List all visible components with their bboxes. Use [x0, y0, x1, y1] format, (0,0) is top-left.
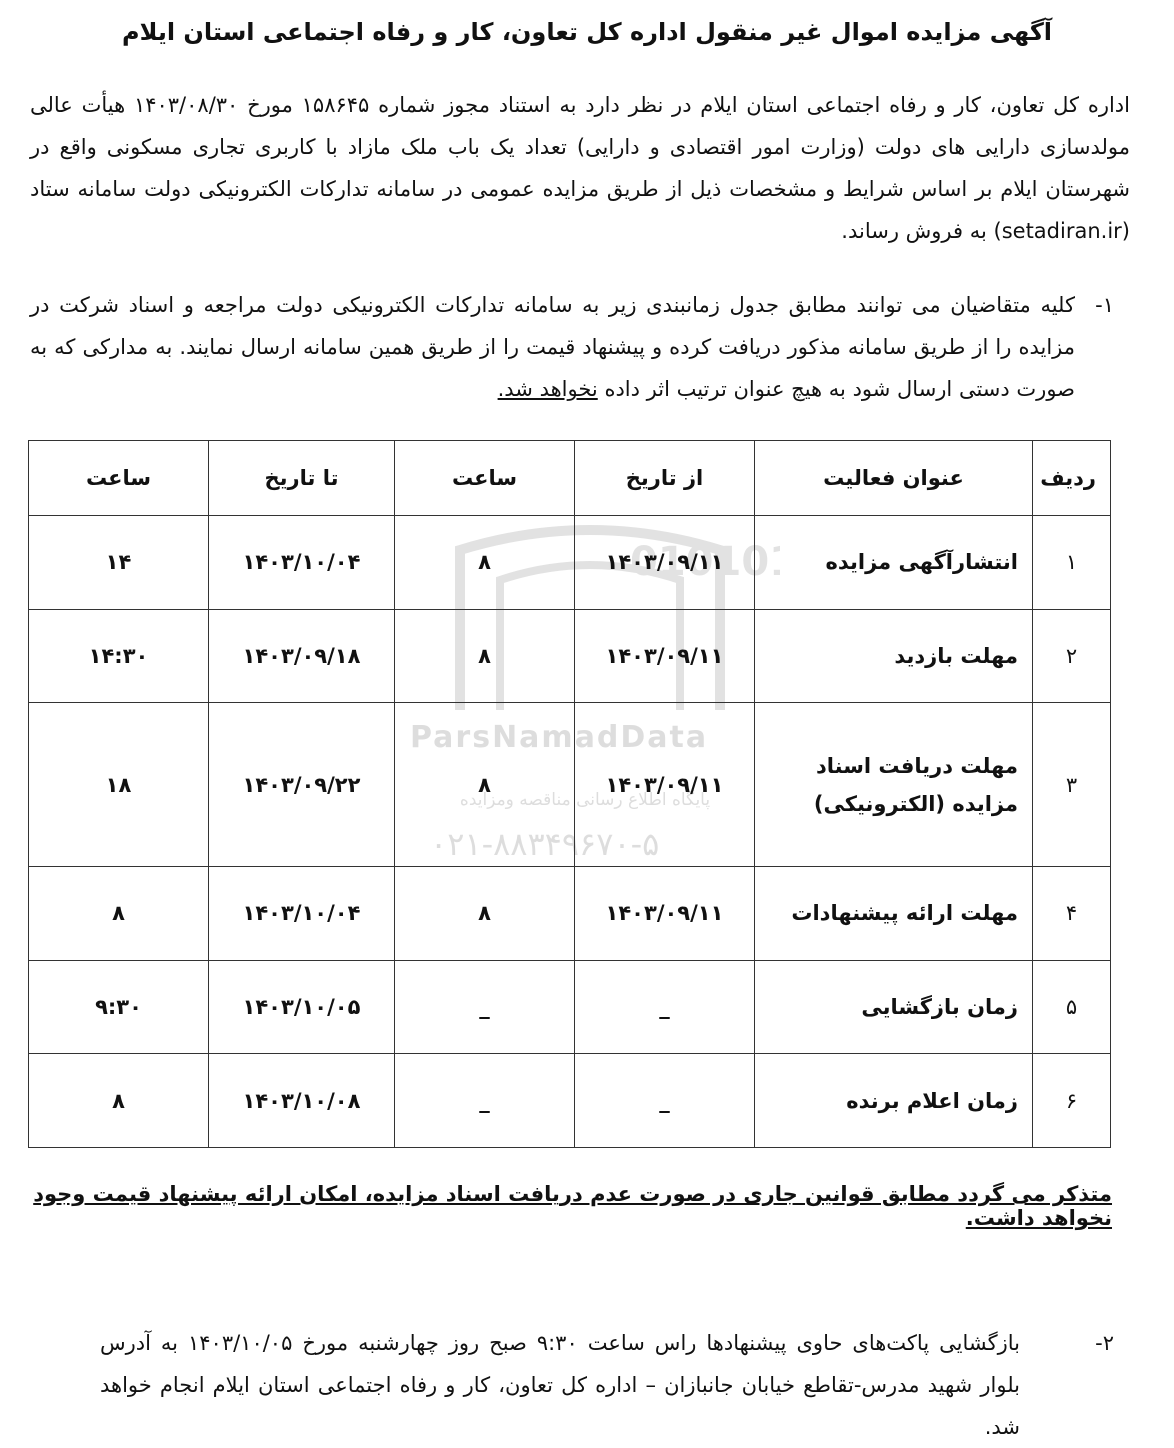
cell-from-time: ۸	[395, 516, 575, 610]
cell-activity: زمان بازگشایی	[755, 960, 1033, 1054]
notice-title: آگهی مزایده اموال غیر منقول اداره کل تعاون، کار و رفاه اجتماعی استان ایلام	[122, 18, 1052, 46]
header-to-date: تا تاریخ	[209, 441, 395, 516]
cell-from-time: ۸	[395, 703, 575, 867]
table-row	[29, 866, 1111, 960]
cell-from-date: ۱۴۰۳/۰۹/۱۱	[575, 703, 755, 867]
cell-row-number: ۵	[1033, 960, 1111, 1054]
item2-number: ۲-	[1095, 1331, 1114, 1355]
cell-to-date: ۱۴۰۳/۰۹/۲۲	[209, 703, 395, 867]
item1-underlined-text: نخواهد شد.	[497, 377, 598, 401]
header-activity: عنوان فعالیت	[755, 441, 1033, 516]
cell-to-time: ۹:۳۰	[29, 960, 209, 1054]
cell-from-date: _	[575, 960, 755, 1054]
cell-activity: زمان اعلام برنده	[755, 1054, 1033, 1148]
cell-to-date: ۱۴۰۳/۱۰/۰۴	[209, 516, 395, 610]
header-from-time: ساعت	[395, 441, 575, 516]
header-to-time: ساعت	[29, 441, 209, 516]
cell-from-time: _	[395, 960, 575, 1054]
cell-to-date: ۱۴۰۳/۱۰/۰۵	[209, 960, 395, 1054]
cell-from-date: ۱۴۰۳/۰۹/۱۱	[575, 866, 755, 960]
cell-to-date: ۱۴۰۳/۱۰/۰۴	[209, 866, 395, 960]
cell-from-date: ۱۴۰۳/۰۹/۱۱	[575, 609, 755, 703]
cell-activity: انتشارآگهی مزایده	[755, 516, 1033, 610]
cell-from-date: _	[575, 1054, 755, 1148]
note-paragraph: متذکر می گردد مطابق قوانین جاری در صورت عدم دریافت اسناد مزایده، امکان ارائه پیشنهاد قیمت وجود نخواهد داشت.	[33, 1182, 1112, 1230]
cell-to-time: ۸	[29, 866, 209, 960]
cell-to-time: ۱۴	[29, 516, 209, 610]
cell-to-time: ۱۸	[29, 703, 209, 867]
cell-row-number: ۲	[1033, 609, 1111, 703]
cell-to-date: ۱۴۰۳/۱۰/۰۸	[209, 1054, 395, 1148]
header-from-date: از تاریخ	[575, 441, 755, 516]
intro-paragraph: اداره کل تعاون، کار و رفاه اجتماعی استان ایلام در نظر دارد به استناد مجوز شماره ۱۵۸۶۴۵ مورخ ۱۴۰۳/۰۸/۳۰ هیأت عالی مولدسازی دارایی های دولت (وزارت امور اقتصادی و دارایی) تعداد یک باب ملک مازاد با کاربری تجاری مسکونی واقع در شهرستان ایلام بر اساس شرایط و مشخصات ذیل از طریق مزایده عمومی در سامانه تدارکات الکترونیکی دولت سامانه ستاد (setadiran.ir) به فروش رساند.	[30, 93, 1130, 243]
watermark-brand: ParsNamadData	[410, 720, 709, 755]
cell-from-time: _	[395, 1054, 575, 1148]
item1-text: کلیه متقاضیان می توانند مطابق جدول زمانبندی زیر به سامانه تدارکات الکترونیکی دولت مراجعه و اسناد شرکت در مزایده را از طریق سامانه مذکور دریافت کرده و پیشنهاد قیمت را از طریق همین سامانه ارسال نمایند. به مدارکی که به صورت دستی ارسال شود به هیچ عنوان ترتیب اثر داده	[30, 293, 1075, 401]
cell-from-date: ۱۴۰۳/۰۹/۱۱	[575, 516, 755, 610]
cell-activity: مهلت ارائه پیشنهادات	[755, 866, 1033, 960]
cell-row-number: ۱	[1033, 516, 1111, 610]
item1-paragraph	[30, 284, 1075, 410]
cell-row-number: ۶	[1033, 1054, 1111, 1148]
cell-row-number: ۳	[1033, 703, 1111, 867]
watermark-phone: ۰۲۱-۸۸۳۴۹۶۷۰-۵	[430, 825, 660, 863]
table-row	[29, 609, 1111, 703]
table-row	[29, 1054, 1111, 1148]
cell-to-time: ۸	[29, 1054, 209, 1148]
cell-activity: مهلت بازدید	[755, 609, 1033, 703]
table-header-row	[29, 441, 1111, 516]
cell-to-time: ۱۴:۳۰	[29, 609, 209, 703]
table-row	[29, 703, 1111, 867]
svg-text:010101: 01010	[630, 539, 770, 585]
table-row	[29, 516, 1111, 610]
cell-from-time: ۸	[395, 866, 575, 960]
table-row	[29, 960, 1111, 1054]
cell-to-date: ۱۴۰۳/۰۹/۱۸	[209, 609, 395, 703]
cell-from-time: ۸	[395, 609, 575, 703]
item2-paragraph: بازگشایی پاکت‌های حاوی پیشنهادها راس ساعت ۹:۳۰ صبح روز چهارشنبه مورخ ۱۴۰۳/۱۰/۰۵ به آدرس بلوار شهید مدرس-تقاطع خیابان جانبازان – اداره کل تعاون، کار و رفاه اجتماعی استان ایلام انجام خواهد شد.	[100, 1331, 1020, 1439]
cell-activity: مهلت دریافت اسناد مزایده (الکترونیکی)	[755, 703, 1033, 867]
watermark-subtitle: پایگاه اطلاع رسانی مناقصه ومزایده	[459, 790, 711, 810]
item1-number: ۱-	[1095, 293, 1114, 317]
header-row-number: ردیف	[1033, 441, 1111, 516]
schedule-table	[28, 440, 1111, 1148]
cell-row-number: ۴	[1033, 866, 1111, 960]
